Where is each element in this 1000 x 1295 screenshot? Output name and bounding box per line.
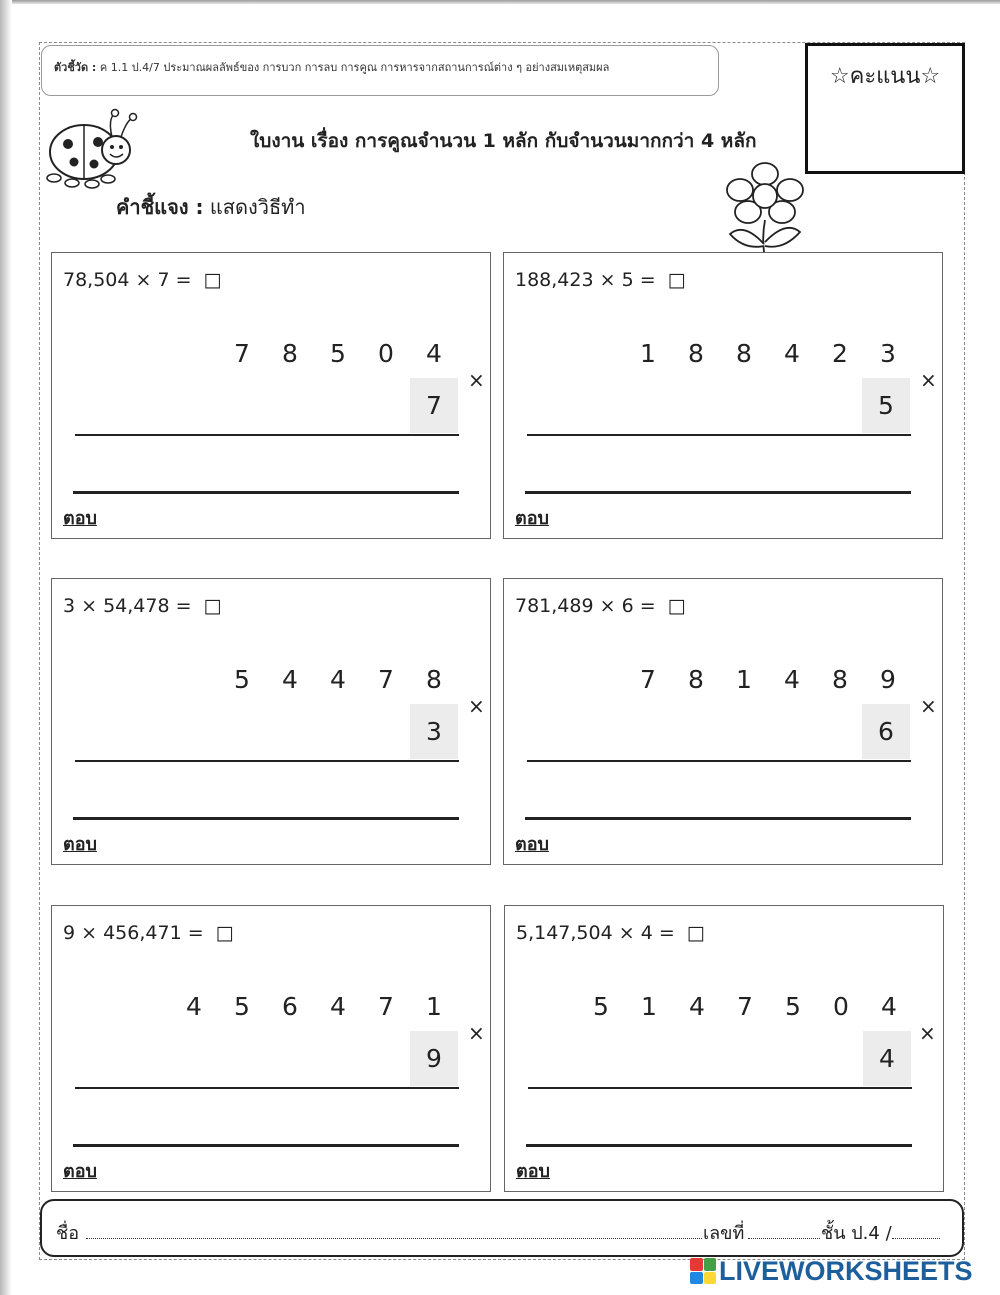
liveworksheets-brand[interactable] bbox=[690, 1256, 973, 1286]
result-line bbox=[73, 817, 459, 820]
product-line bbox=[527, 760, 911, 762]
worksheet-title: ใบงาน เรื่อง การคูณจำนวน 1 หลัก กับจำนวนมากกว่า 4 หลัก bbox=[250, 130, 757, 152]
digit: 6 bbox=[282, 992, 298, 1021]
multiplier-digit: 5 bbox=[862, 378, 910, 433]
product-line bbox=[528, 1087, 912, 1089]
problem-card-4 bbox=[503, 578, 943, 865]
equation-text: 5,147,504 × 4 = bbox=[516, 922, 675, 944]
result-line bbox=[73, 1144, 459, 1147]
answer-label: ตอบ bbox=[516, 1161, 550, 1182]
multiplicand-row bbox=[624, 339, 912, 373]
digit: 0 bbox=[833, 992, 849, 1021]
digit: 5 bbox=[785, 992, 801, 1021]
problem-equation bbox=[63, 269, 221, 291]
indicator-label: ตัวชี้วัด : bbox=[54, 61, 97, 74]
digit: 8 bbox=[736, 339, 752, 368]
answer-box-icon[interactable]: □ bbox=[667, 269, 686, 291]
answer-label: ตอบ bbox=[515, 508, 549, 529]
multiplicand-row bbox=[624, 665, 912, 699]
class-field[interactable] bbox=[892, 1238, 940, 1239]
digit: 4 bbox=[426, 339, 442, 368]
multiplicand-row bbox=[577, 992, 913, 1026]
equation-text: 781,489 × 6 = bbox=[515, 595, 656, 617]
number-field[interactable] bbox=[748, 1238, 820, 1239]
flower-icon bbox=[722, 160, 808, 252]
times-sign: × bbox=[468, 368, 485, 392]
digit: 3 bbox=[880, 339, 896, 368]
times-sign: × bbox=[920, 368, 937, 392]
digit: 5 bbox=[330, 339, 346, 368]
digit: 1 bbox=[641, 992, 657, 1021]
digit: 4 bbox=[282, 665, 298, 694]
logo-square bbox=[690, 1258, 703, 1271]
ladybug-icon bbox=[44, 106, 140, 190]
digit: 7 bbox=[640, 665, 656, 694]
student-info-bar bbox=[40, 1199, 964, 1257]
multiplier-digit: 3 bbox=[410, 704, 458, 759]
indicator-text: ค 1.1 ป.4/7 ประมาณผลลัพธ์ของ การบวก การลบ การคูณ การหารจากสถานการณ์ต่าง ๆ อย่างสมเหตุสมผล bbox=[99, 61, 610, 74]
product-line bbox=[527, 434, 911, 436]
digit: 0 bbox=[378, 339, 394, 368]
digit: 4 bbox=[784, 339, 800, 368]
problem-equation bbox=[516, 922, 705, 944]
name-field[interactable] bbox=[86, 1238, 702, 1239]
score-box[interactable] bbox=[805, 43, 965, 174]
digit: 7 bbox=[378, 992, 394, 1021]
digit: 5 bbox=[593, 992, 609, 1021]
product-line bbox=[75, 760, 459, 762]
multiplicand-row bbox=[218, 665, 458, 699]
equation-text: 9 × 456,471 = bbox=[63, 922, 204, 944]
equation-text: 78,504 × 7 = bbox=[63, 269, 192, 291]
result-line bbox=[73, 491, 459, 494]
times-sign: × bbox=[919, 1021, 936, 1045]
score-label: ☆คะแนน☆ bbox=[829, 64, 941, 89]
result-line bbox=[525, 817, 911, 820]
digit: 5 bbox=[234, 665, 250, 694]
result-line bbox=[526, 1144, 912, 1147]
digit: 8 bbox=[832, 665, 848, 694]
liveworksheets-logo-icon bbox=[690, 1258, 716, 1284]
multiplier-digit: 4 bbox=[863, 1031, 911, 1086]
digit: 4 bbox=[881, 992, 897, 1021]
multiplier-digit: 9 bbox=[410, 1031, 458, 1086]
logo-square bbox=[704, 1258, 717, 1271]
digit: 7 bbox=[234, 339, 250, 368]
digit: 5 bbox=[234, 992, 250, 1021]
digit: 7 bbox=[378, 665, 394, 694]
problem-card-2 bbox=[503, 252, 943, 539]
problem-equation bbox=[63, 595, 221, 617]
digit: 4 bbox=[784, 665, 800, 694]
multiplier-digit: 7 bbox=[410, 378, 458, 433]
number-label: เลขที่ bbox=[703, 1223, 745, 1244]
digit: 8 bbox=[688, 339, 704, 368]
answer-box-icon[interactable]: □ bbox=[203, 595, 222, 617]
logo-square bbox=[690, 1272, 703, 1285]
digit: 2 bbox=[832, 339, 848, 368]
brand-name: LIVEWORKSHEETS bbox=[719, 1255, 973, 1286]
product-line bbox=[75, 1087, 459, 1089]
answer-box-icon[interactable]: □ bbox=[667, 595, 686, 617]
answer-box-icon[interactable]: □ bbox=[203, 269, 222, 291]
instruction bbox=[116, 191, 306, 223]
indicator-box bbox=[41, 45, 719, 96]
answer-box-icon[interactable]: □ bbox=[215, 922, 234, 944]
problem-equation bbox=[515, 595, 686, 617]
digit: 4 bbox=[330, 992, 346, 1021]
problem-card-5 bbox=[51, 905, 491, 1192]
digit: 4 bbox=[689, 992, 705, 1021]
problem-card-3 bbox=[51, 578, 491, 865]
page-left-shadow bbox=[0, 0, 12, 1295]
equation-text: 188,423 × 5 = bbox=[515, 269, 656, 291]
multiplicand-row bbox=[170, 992, 458, 1026]
times-sign: × bbox=[468, 694, 485, 718]
times-sign: × bbox=[468, 1021, 485, 1045]
digit: 7 bbox=[737, 992, 753, 1021]
times-sign: × bbox=[920, 694, 937, 718]
answer-label: ตอบ bbox=[63, 834, 97, 855]
answer-label: ตอบ bbox=[63, 1161, 97, 1182]
multiplier-digit: 6 bbox=[862, 704, 910, 759]
problem-card-6 bbox=[504, 905, 944, 1192]
page-top-shadow bbox=[0, 0, 1000, 4]
instruction-text: แสดงวิธีทำ bbox=[209, 195, 306, 219]
problem-card-1 bbox=[51, 252, 491, 539]
digit: 8 bbox=[426, 665, 442, 694]
answer-box-icon[interactable]: □ bbox=[686, 922, 705, 944]
answer-label: ตอบ bbox=[515, 834, 549, 855]
logo-square bbox=[704, 1272, 717, 1285]
digit: 1 bbox=[640, 339, 656, 368]
digit: 1 bbox=[426, 992, 442, 1021]
instruction-label: คำชี้แจง : bbox=[116, 195, 204, 219]
digit: 1 bbox=[736, 665, 752, 694]
answer-label: ตอบ bbox=[63, 508, 97, 529]
digit: 4 bbox=[330, 665, 346, 694]
equation-text: 3 × 54,478 = bbox=[63, 595, 192, 617]
problem-equation bbox=[515, 269, 686, 291]
digit: 8 bbox=[688, 665, 704, 694]
digit: 8 bbox=[282, 339, 298, 368]
digit: 4 bbox=[186, 992, 202, 1021]
problem-equation bbox=[63, 922, 234, 944]
product-line bbox=[75, 434, 459, 436]
class-label: ชั้น ป.4 / bbox=[821, 1223, 892, 1244]
multiplicand-row bbox=[218, 339, 458, 373]
result-line bbox=[525, 491, 911, 494]
name-label: ชื่อ bbox=[56, 1223, 80, 1244]
digit: 9 bbox=[880, 665, 896, 694]
